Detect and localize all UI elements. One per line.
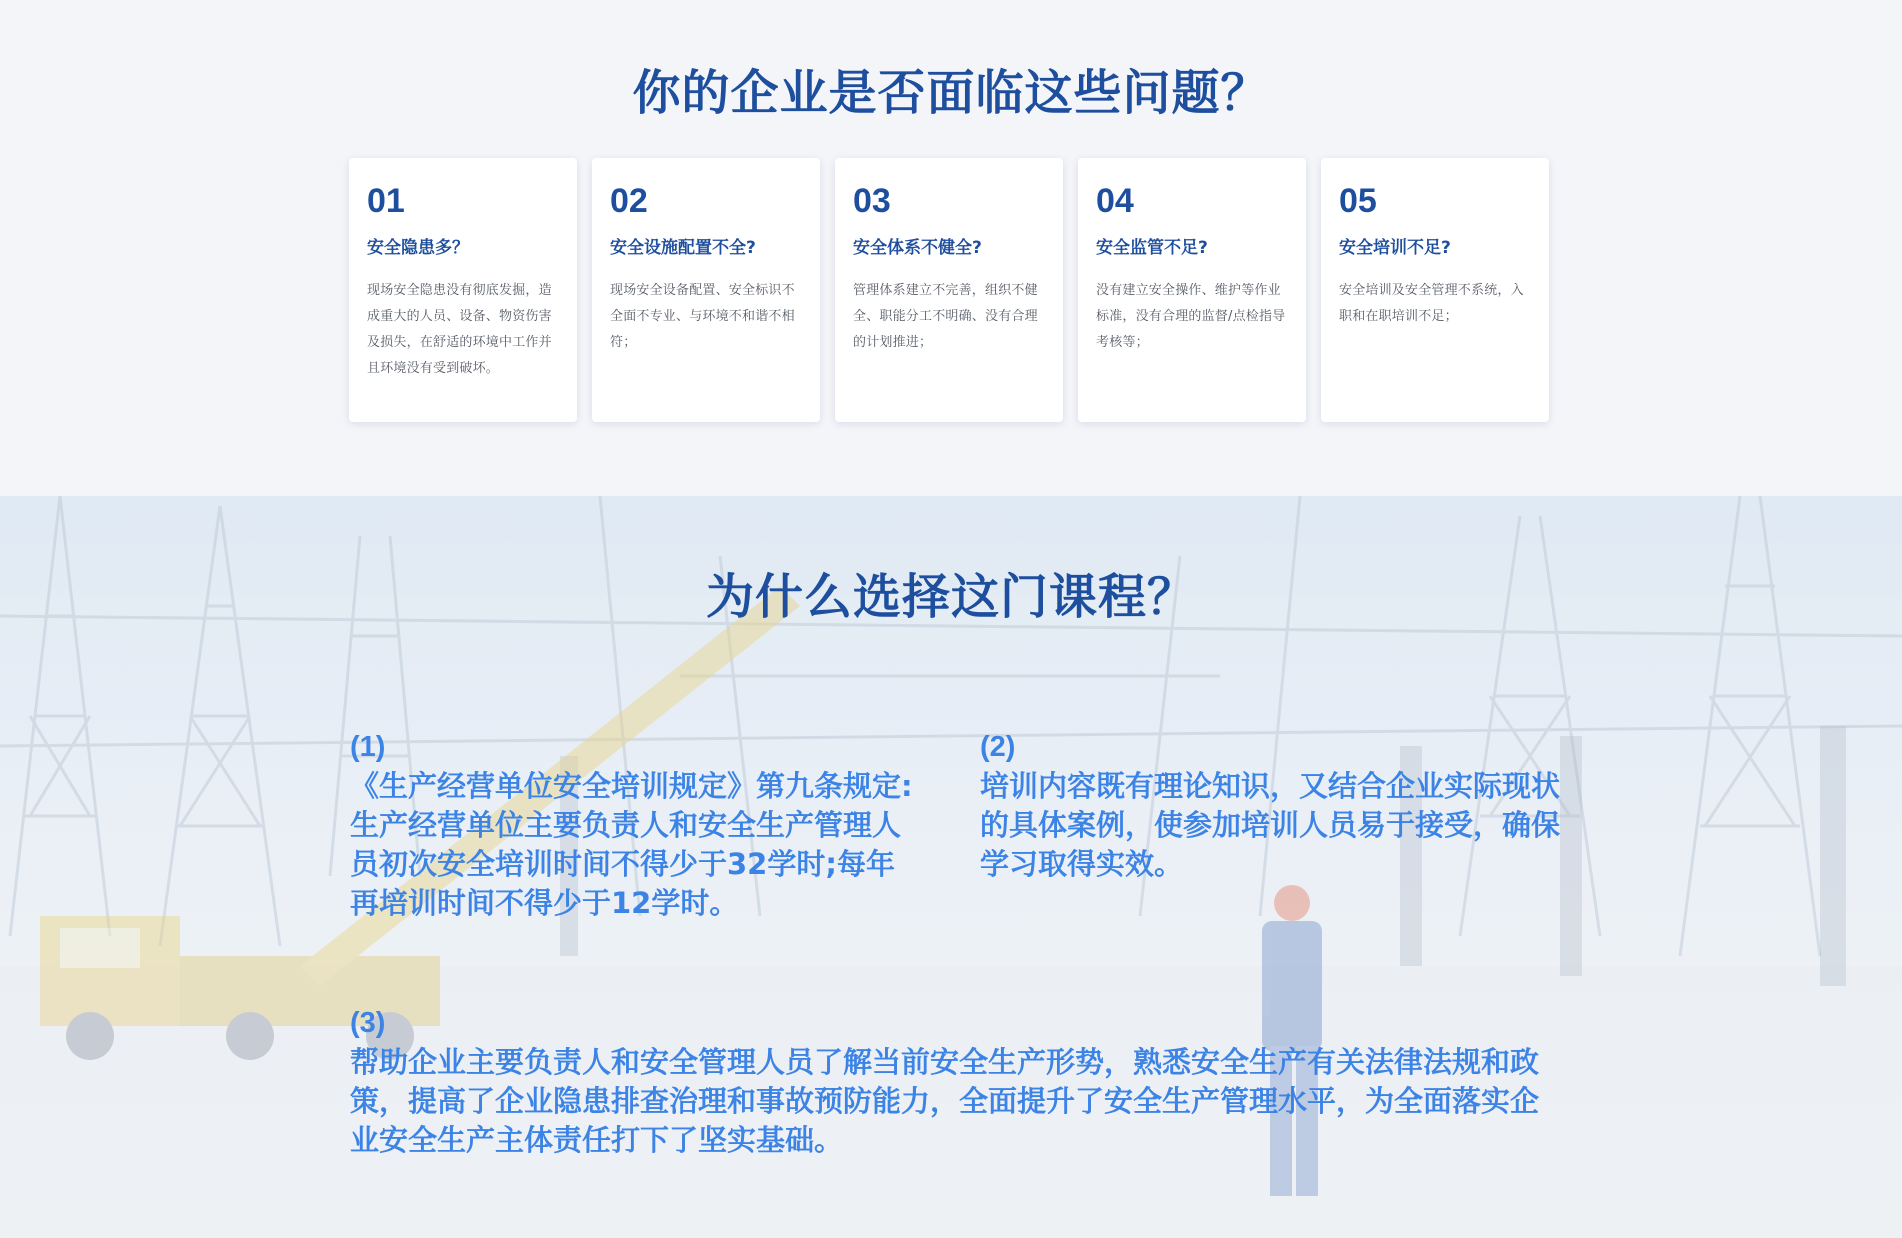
card-description: 安全培训及安全管理不系统，入职和在职培训不足； [1339,283,1524,325]
card-description: 管理体系建立不完善，组织不健全、职能分工不明确、没有合理的计划推进； [853,283,1038,351]
card-number: 04 [1096,182,1134,220]
card-number: 05 [1339,182,1377,220]
card-description: 现场安全设备配置、安全标识不全面不专业、与环境不和谐不相符； [610,283,795,351]
reason-number: (3) [350,1007,386,1039]
problem-card[interactable] [1078,158,1306,422]
card-title: 安全培训不足? [1339,238,1451,258]
card-title: 安全体系不健全? [853,238,982,258]
reason-text: 《生产经营单位安全培训规定》第九条规定:生产经营单位主要负责人和安全生产管理人员初次安全培训时间不得少于32学时;每年再培训时间不得少于12学时。 [350,769,913,920]
card-title: 安全隐患多？ [367,238,469,258]
problem-card[interactable] [592,158,820,422]
reason-block [350,728,915,923]
problem-cards [349,158,1549,422]
card-number: 03 [853,182,891,220]
card-number: 02 [610,182,648,220]
problems-section [0,0,1902,496]
reason-block [350,1004,1560,1160]
why-section [0,496,1902,1238]
reason-text: 帮助企业主要负责人和安全管理人员了解当前安全生产形势，熟悉安全生产有关法律法规和政策，提高了企业隐患排查治理和事故预防能力，全面提升了安全生产管理水平，为全面落实企业安全生产主体责任打下了坚实基础。 [350,1045,1540,1157]
reason-text: 培训内容既有理论知识，又结合企业实际现状的具体案例，使参加培训人员易于接受，确保学习取得实效。 [980,769,1561,881]
reason-number: (1) [350,731,386,763]
problem-card[interactable] [349,158,577,422]
problem-card[interactable] [835,158,1063,422]
card-description: 没有建立安全操作、维护等作业标准，没有合理的监督/点检指导考核等； [1096,283,1286,351]
reason-number: (2) [980,731,1016,763]
reason-block [980,728,1560,884]
card-title: 安全监管不足? [1096,238,1208,258]
card-title: 安全设施配置不全? [610,238,756,258]
card-number: 01 [367,182,405,220]
card-description: 现场安全隐患没有彻底发掘，造成重大的人员、设备、物资伤害及损失，在舒适的环境中工作并且环境没有受到破坏。 [367,283,552,377]
why-title: 为什么选择这门课程？ [705,569,1196,625]
problem-card[interactable] [1321,158,1549,422]
problems-title: 你的企业是否面临这些问题？ [632,65,1270,121]
